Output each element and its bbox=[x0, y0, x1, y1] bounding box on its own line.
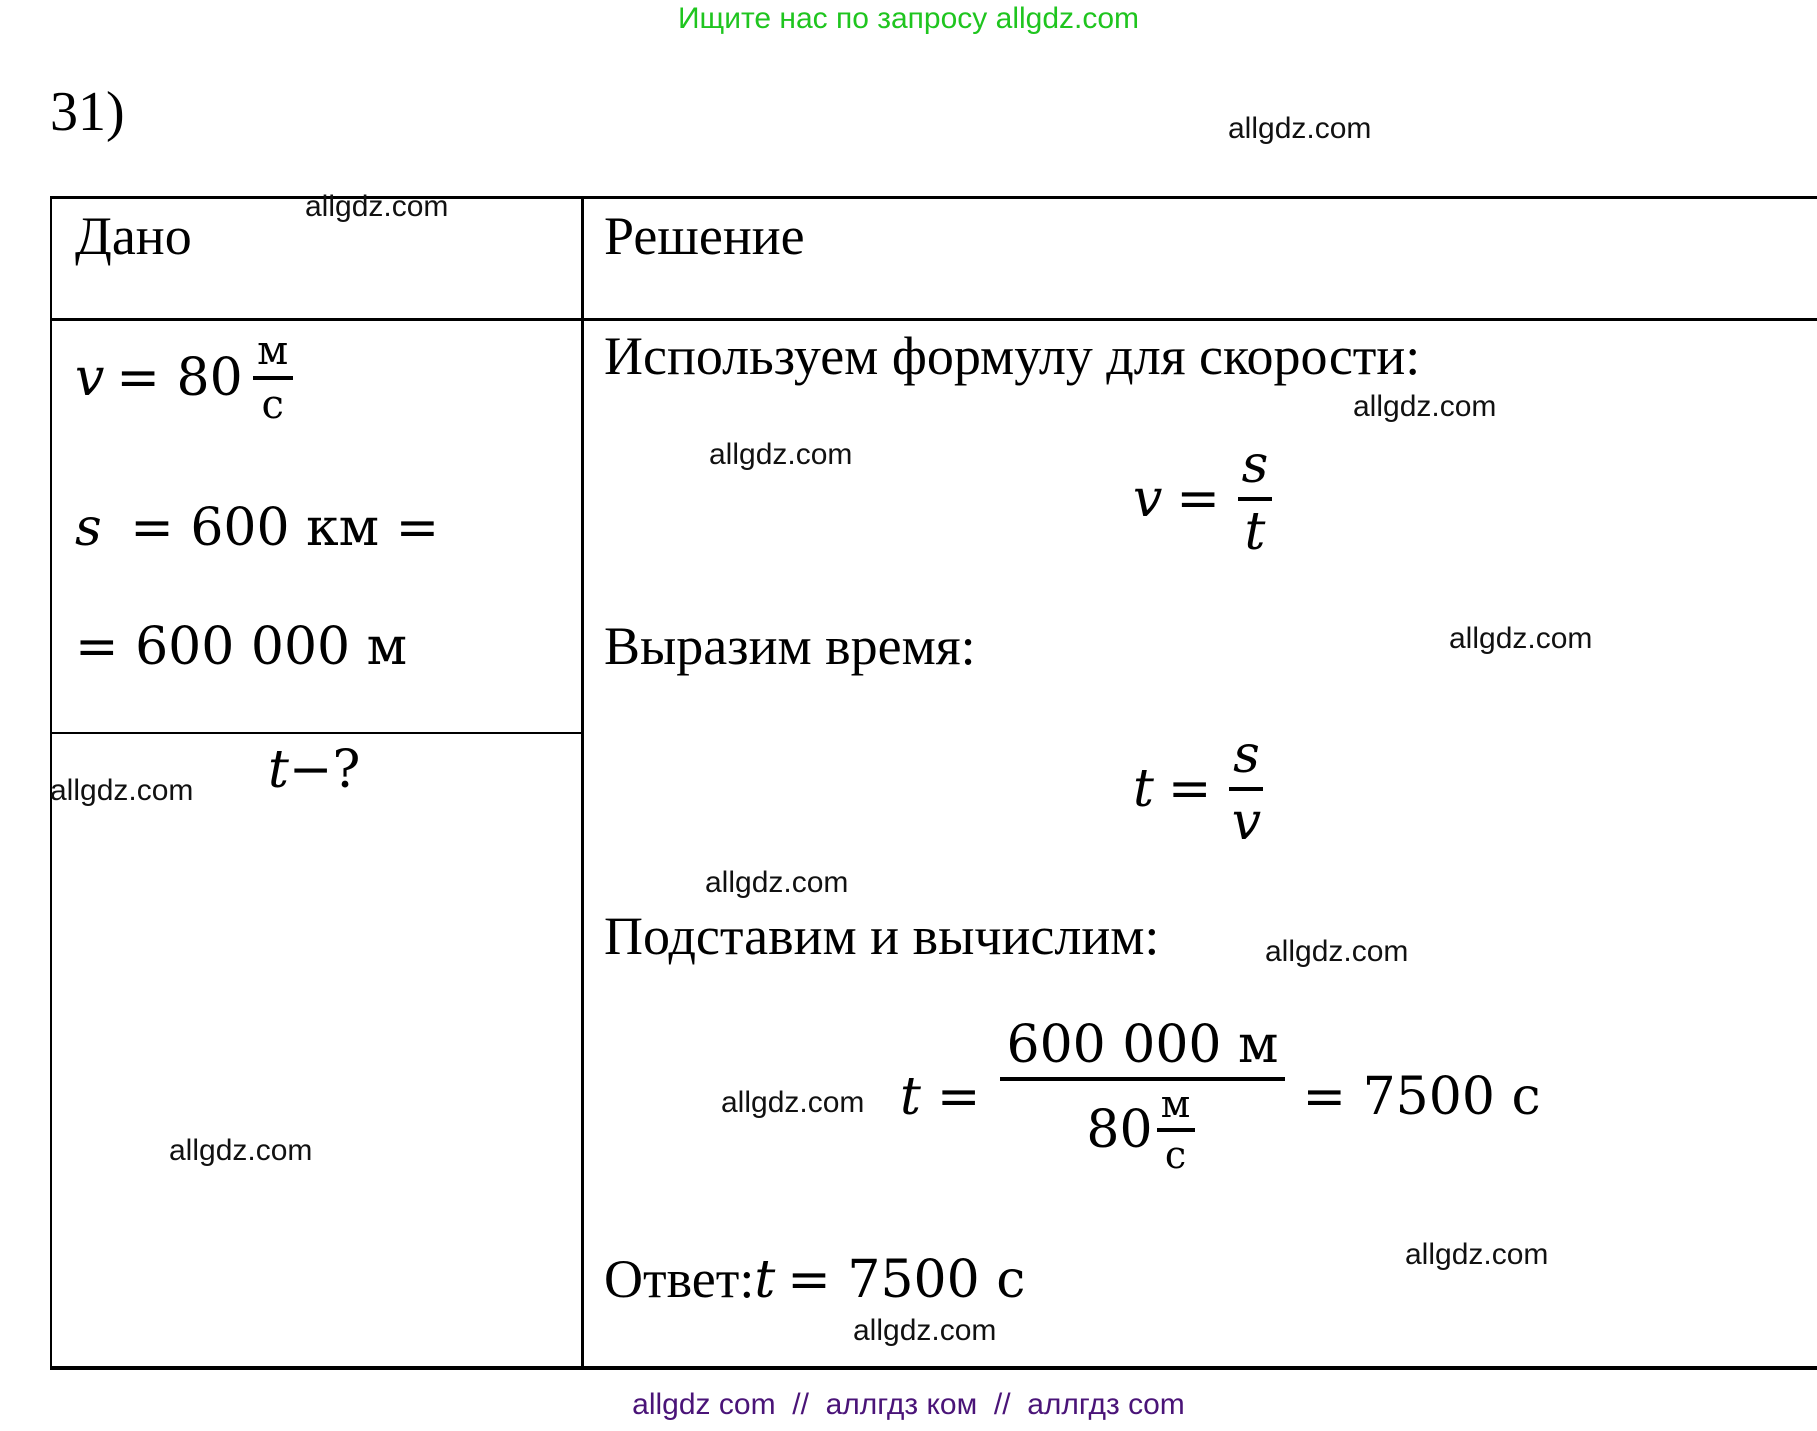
problem-number: 31) bbox=[50, 81, 125, 143]
velocity-var: v bbox=[75, 348, 105, 408]
watermark: allgdz.com bbox=[305, 190, 449, 223]
column-divider bbox=[581, 196, 584, 1369]
watermark: allgdz.com bbox=[721, 1086, 865, 1119]
watermark: allgdz.com bbox=[705, 866, 849, 899]
formula2-lhs: t bbox=[1133, 758, 1154, 819]
distance-value-km: = 600 км = bbox=[130, 498, 440, 558]
watermark: allgdz.com bbox=[1228, 112, 1372, 145]
unknown-var: t bbox=[268, 740, 289, 800]
formula3-num: 600 000 м bbox=[1006, 1015, 1279, 1075]
watermark: allgdz.com bbox=[1405, 1238, 1549, 1271]
formula1-fraction bbox=[1238, 435, 1272, 562]
given-header: Дано bbox=[75, 206, 192, 266]
formula3-fraction bbox=[1000, 1015, 1284, 1178]
given-distance bbox=[75, 498, 439, 558]
solution-step-2: Выразим время: bbox=[604, 616, 976, 676]
den-unit-numerator: м bbox=[1160, 1081, 1191, 1126]
formula3-den-unit bbox=[1157, 1081, 1195, 1178]
formula1-num: s bbox=[1241, 435, 1269, 495]
fraction-bar bbox=[1238, 497, 1272, 501]
formula1-eq: = bbox=[1176, 468, 1220, 529]
formula2-eq: = bbox=[1167, 758, 1212, 819]
formula3-den bbox=[1086, 1081, 1198, 1178]
find-unknown bbox=[268, 740, 360, 800]
formula3-eq: = bbox=[936, 1067, 981, 1128]
watermark: allgdz.com bbox=[1449, 622, 1593, 655]
formula2-fraction bbox=[1229, 725, 1263, 852]
unit-numerator: м bbox=[257, 328, 289, 374]
formula3-result: = 7500 с bbox=[1302, 1067, 1541, 1128]
distance-var: s bbox=[75, 498, 102, 558]
fraction-bar bbox=[1000, 1077, 1284, 1081]
velocity-unit-fraction bbox=[253, 330, 293, 426]
formula1-lhs: v bbox=[1133, 468, 1163, 529]
given-velocity bbox=[75, 330, 297, 426]
answer-var: t bbox=[754, 1250, 776, 1310]
solution-step-1: Используем формулу для скорости: bbox=[604, 326, 1421, 386]
fraction-bar bbox=[253, 376, 293, 380]
formula3-lhs: t bbox=[900, 1067, 921, 1128]
fraction-bar bbox=[1229, 787, 1263, 791]
header-divider bbox=[50, 318, 1817, 321]
velocity-value: = 80 bbox=[116, 348, 243, 408]
watermark: allgdz.com bbox=[1265, 935, 1409, 968]
formula-calculation bbox=[900, 1015, 1541, 1178]
search-banner: Ищите нас по запросу allgdz.com bbox=[677, 2, 1140, 35]
answer-line bbox=[604, 1248, 1025, 1310]
table-bottom-border bbox=[50, 1366, 1817, 1370]
footer-links: allgdz com // аллгдз ком // аллгдз com bbox=[632, 1388, 1185, 1421]
formula1-den: t bbox=[1244, 501, 1266, 562]
watermark: allgdz.com bbox=[1353, 390, 1497, 423]
formula-time bbox=[1133, 725, 1267, 852]
answer-value: = 7500 с bbox=[787, 1250, 1026, 1310]
given-distance-meters: = 600 000 м bbox=[75, 617, 408, 677]
solution-step-3: Подставим и вычислим: bbox=[604, 906, 1160, 966]
unit-denominator: с bbox=[261, 382, 284, 428]
formula3-den-value: 80 bbox=[1086, 1100, 1153, 1161]
answer-label: Ответ: bbox=[604, 1249, 755, 1309]
fraction-bar bbox=[1157, 1128, 1195, 1132]
watermark: allgdz.com bbox=[50, 774, 194, 807]
watermark: allgdz.com bbox=[709, 438, 853, 471]
formula2-den: v bbox=[1231, 791, 1262, 852]
watermark: allgdz.com bbox=[169, 1134, 313, 1167]
given-find-divider bbox=[50, 732, 582, 734]
solution-header: Решение bbox=[604, 206, 805, 266]
formula2-num: s bbox=[1233, 725, 1260, 785]
formula-velocity bbox=[1133, 435, 1276, 562]
unknown-question: −? bbox=[288, 740, 361, 800]
den-unit-denominator: с bbox=[1164, 1133, 1187, 1178]
watermark: allgdz.com bbox=[853, 1314, 997, 1347]
